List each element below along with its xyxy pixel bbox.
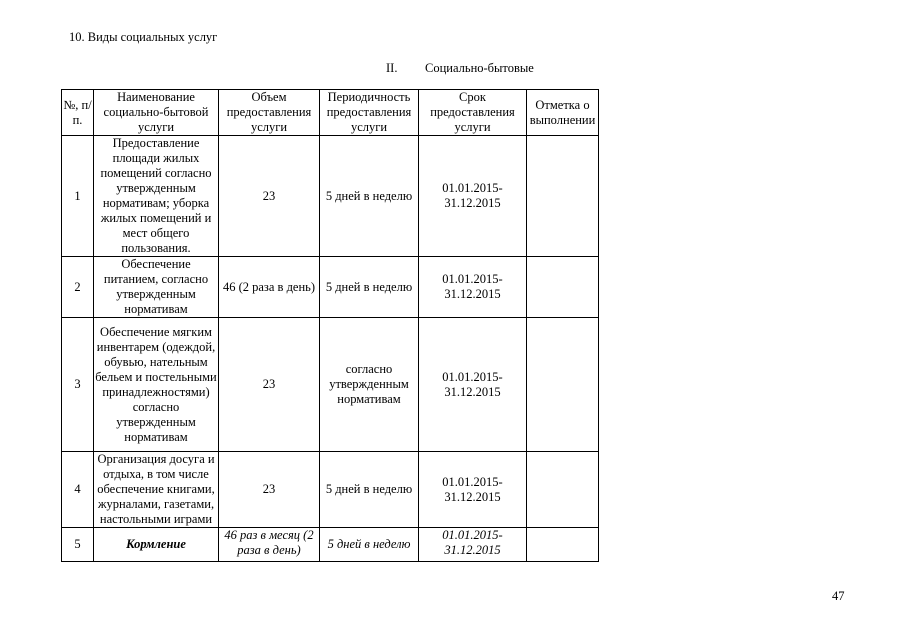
row-number: 2 <box>62 257 94 318</box>
subsection-number: II. <box>386 61 398 75</box>
section-title: 10. Виды социальных услуг <box>69 30 218 44</box>
service-name: Кормление <box>94 528 219 562</box>
completion-mark <box>527 257 599 318</box>
service-periodicity: согласно утвержденным нормативам <box>320 318 419 452</box>
service-name: Организация досуга и отдыха, в том числе обеспечение книгами, журналами, газетами, настольными играми <box>94 452 219 528</box>
page-number: 47 <box>832 589 845 603</box>
service-term: 01.01.2015-31.12.2015 <box>419 257 527 318</box>
header-completion-mark: Отметка о выполнении <box>527 90 599 136</box>
row-number: 1 <box>62 136 94 257</box>
table-row <box>62 136 599 257</box>
service-volume: 46 раз в месяц (2 раза в день) <box>219 528 320 562</box>
service-name: Предоставление площади жилых помещений согласно утвержденным нормативам; уборка жилых помещений и мест общего пользования. <box>94 136 219 257</box>
services-table <box>61 89 599 562</box>
row-number: 3 <box>62 318 94 452</box>
service-volume: 23 <box>219 452 320 528</box>
header-service-name: Наименование социально-бытовой услуги <box>94 90 219 136</box>
service-volume: 23 <box>219 136 320 257</box>
service-name: Обеспечение мягким инвентарем (одеждой, обувью, нательным бельем и постельными принадлежностями) согласно утвержденным нормативам <box>94 318 219 452</box>
table-row <box>62 318 599 452</box>
completion-mark <box>527 452 599 528</box>
header-volume: Объем предоставления услуги <box>219 90 320 136</box>
header-periodicity: Периодичность предоставления услуги <box>320 90 419 136</box>
subsection-heading <box>0 61 905 77</box>
row-number: 5 <box>62 528 94 562</box>
header-number: №, п/п. <box>62 90 94 136</box>
service-volume: 23 <box>219 318 320 452</box>
service-term: 01.01.2015-31.12.2015 <box>419 452 527 528</box>
service-term: 01.01.2015-31.12.2015 <box>419 136 527 257</box>
row-number: 4 <box>62 452 94 528</box>
service-periodicity: 5 дней в неделю <box>320 257 419 318</box>
header-term: Срок предоставления услуги <box>419 90 527 136</box>
service-volume: 46 (2 раза в день) <box>219 257 320 318</box>
table-row <box>62 528 599 562</box>
service-periodicity: 5 дней в неделю <box>320 136 419 257</box>
service-name: Обеспечение питанием, согласно утвержденным нормативам <box>94 257 219 318</box>
completion-mark <box>527 528 599 562</box>
service-term: 01.01.2015-31.12.2015 <box>419 528 527 562</box>
table-row <box>62 452 599 528</box>
service-periodicity: 5 дней в неделю <box>320 528 419 562</box>
service-term: 01.01.2015-31.12.2015 <box>419 318 527 452</box>
completion-mark <box>527 136 599 257</box>
table-header-row <box>62 90 599 136</box>
service-periodicity: 5 дней в неделю <box>320 452 419 528</box>
subsection-title: Социально-бытовые <box>425 61 534 75</box>
table-row <box>62 257 599 318</box>
completion-mark <box>527 318 599 452</box>
